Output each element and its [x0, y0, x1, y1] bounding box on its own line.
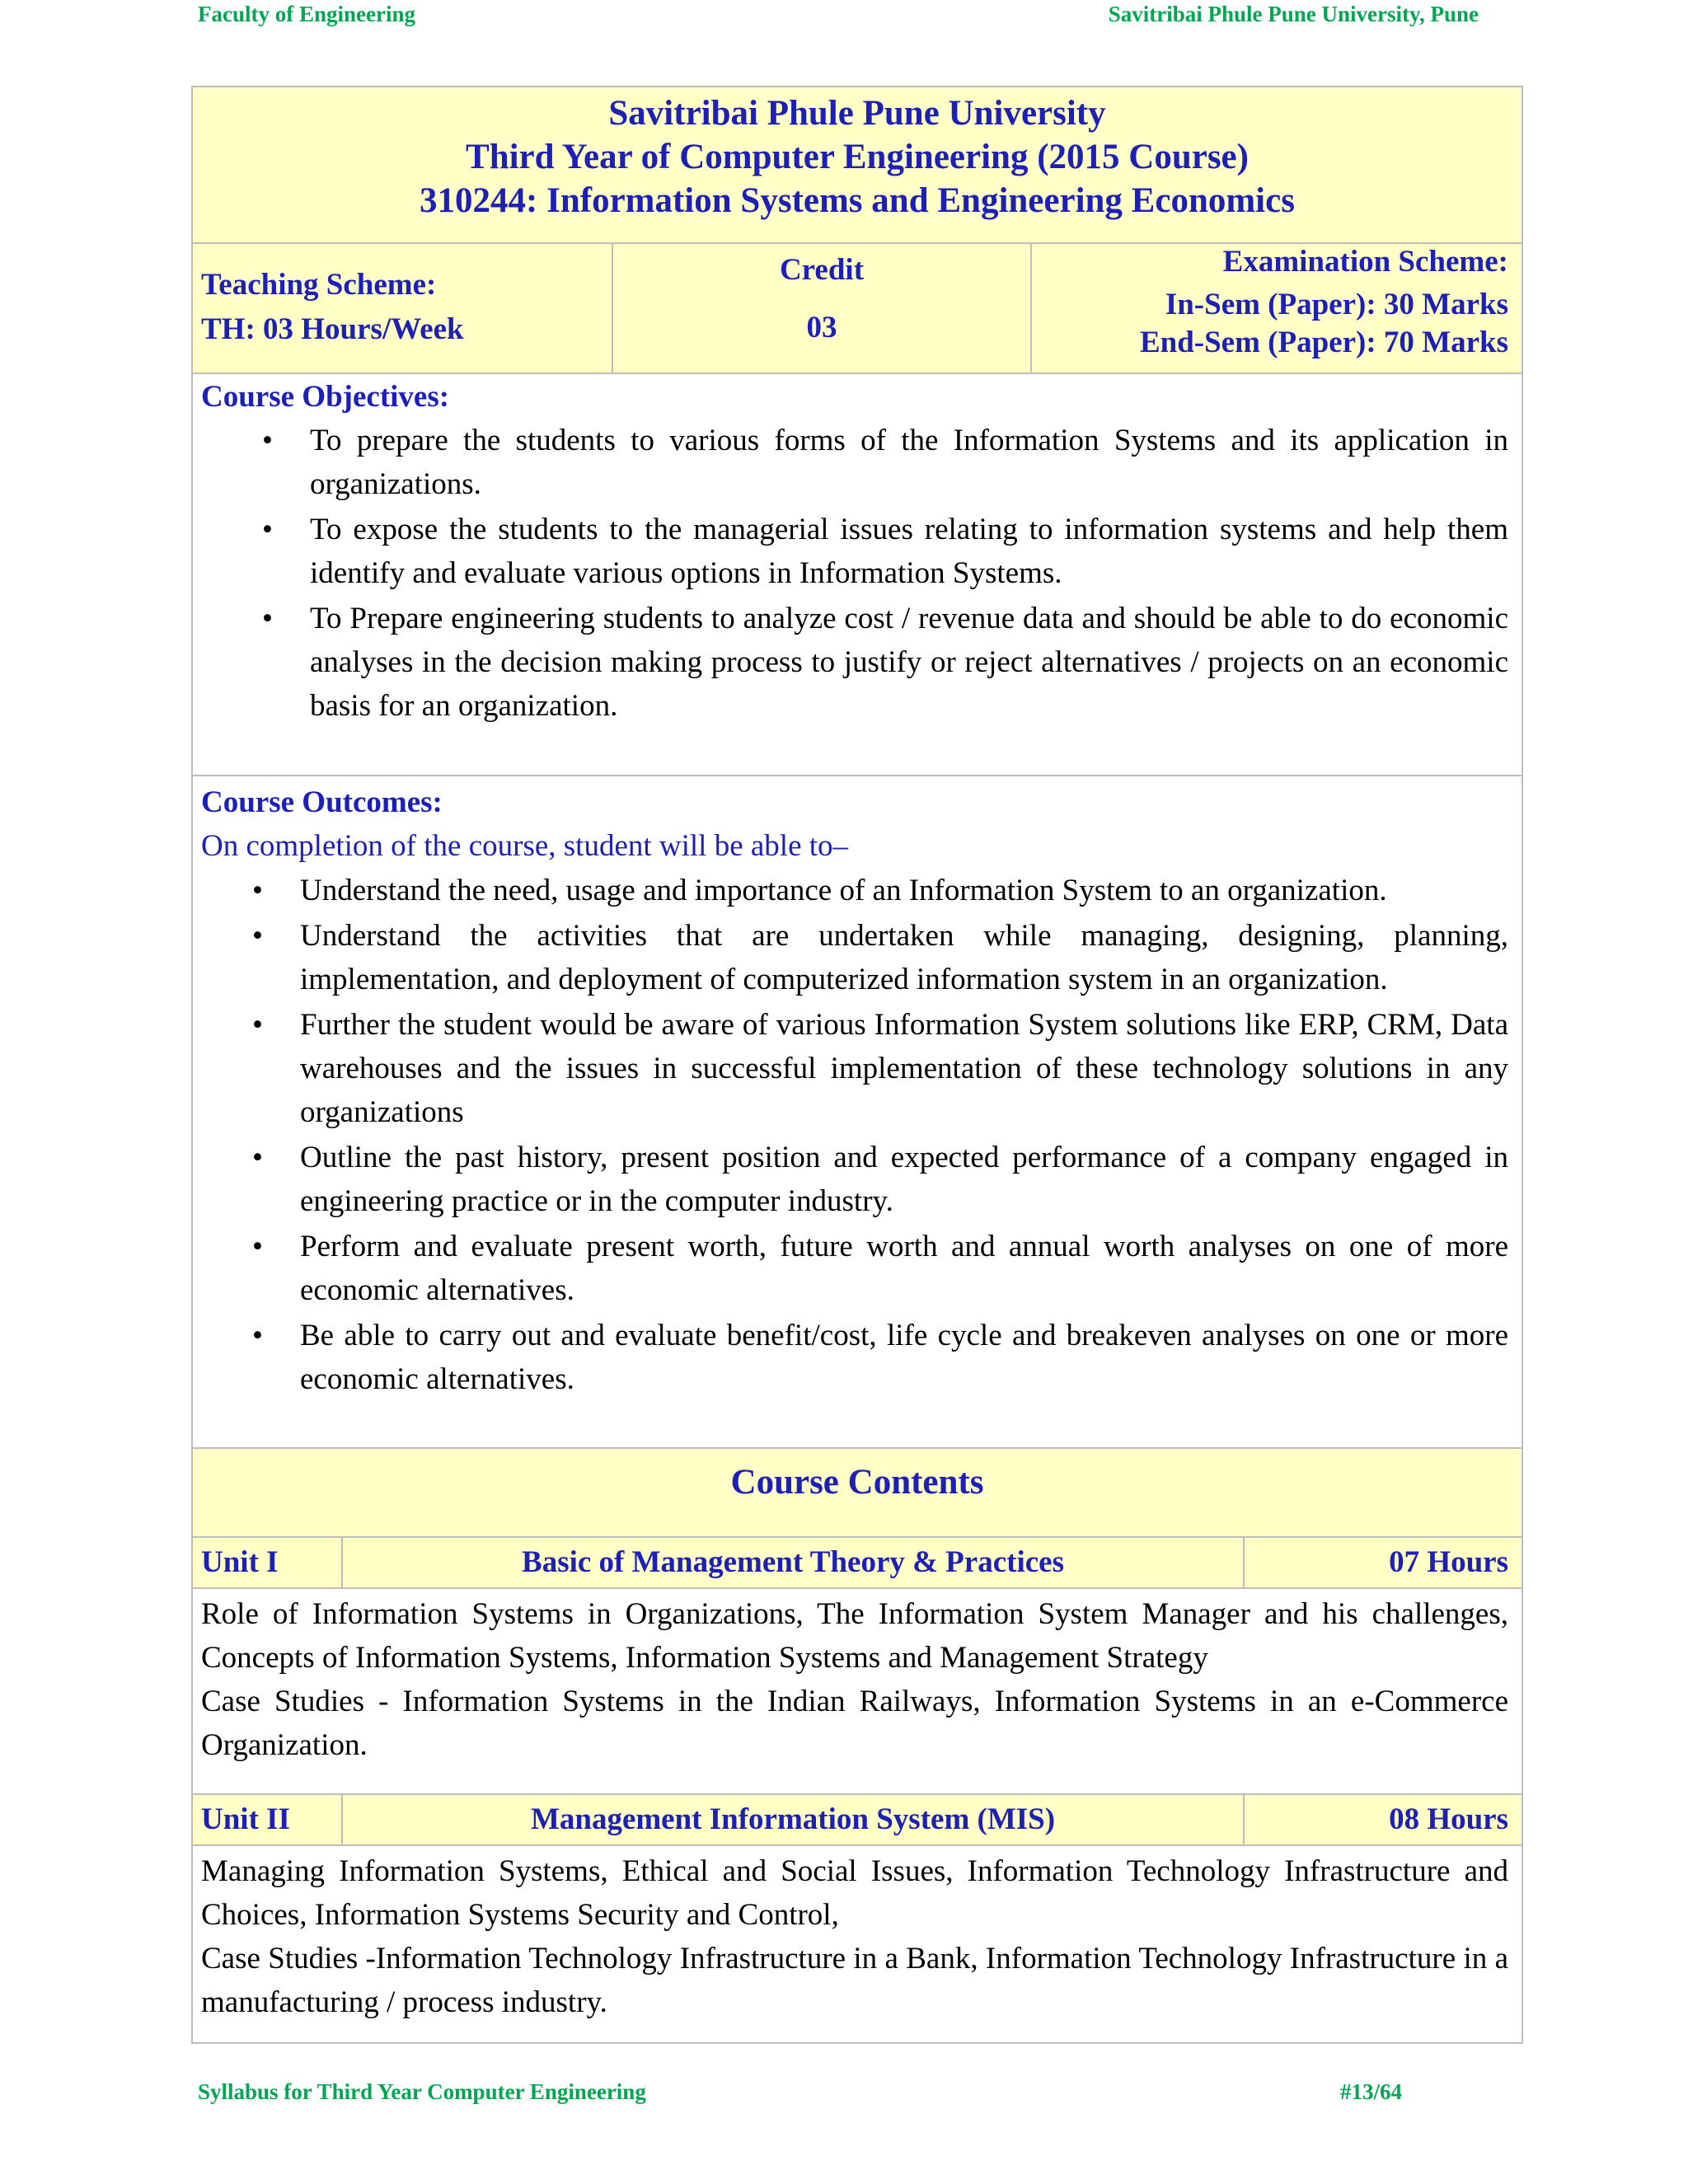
objective-item: • To expose the students to the managerial issues relating to information systems and help them identify and evaluate various options in Information Systems. [201, 508, 1508, 595]
syllabus-table [191, 86, 1523, 2044]
examination-scheme-label: Examination Scheme: [1222, 245, 1508, 279]
outcomes-list [201, 869, 1508, 1401]
page-footer-left: Syllabus for Third Year Computer Engineering [198, 2079, 646, 2104]
unit-case-studies: Case Studies - Information Systems in the Indian Railways, Information Systems in an e-Commerce Organization. [201, 1685, 1508, 1762]
page-number: #13/64 [1340, 2079, 1403, 2104]
unit-number: Unit I [193, 1538, 343, 1587]
credit-label: Credit [779, 253, 865, 287]
objectives-list [201, 419, 1508, 728]
unit-title: Management Information System (MIS) [343, 1795, 1245, 1844]
unit-body [193, 1589, 1522, 1795]
unit-header-row [193, 1538, 1522, 1589]
credit-cell [613, 244, 1032, 373]
scheme-row [193, 244, 1522, 374]
course-outcomes-section [193, 776, 1522, 1449]
page-header-left: Faculty of Engineering [198, 2, 415, 26]
teaching-scheme-cell [193, 244, 613, 373]
program-title: Third Year of Computer Engineering (2015 Course) [466, 138, 1249, 176]
unit-title: Basic of Management Theory & Practices [343, 1538, 1245, 1587]
insem-marks: In-Sem (Paper): 30 Marks [1165, 288, 1508, 321]
outcome-item: • Be able to carry out and evaluate benefit/cost, life cycle and breakeven analyses on one or more economic alternatives. [201, 1314, 1508, 1401]
unit-hours: 08 Hours [1389, 1802, 1508, 1836]
unit-topics: Managing Information Systems, Ethical and Social Issues, Information Technology Infrastructure and Choices, Information Systems Security and Control, [201, 1854, 1508, 1932]
outcome-item: • Understand the activities that are undertaken while managing, designing, planning, implementation, and deployment of computerized information system in an organization. [201, 914, 1508, 1001]
unit-header-row [193, 1795, 1522, 1846]
examination-scheme-cell [1032, 244, 1522, 373]
teaching-scheme-label: Teaching Scheme: [201, 268, 437, 302]
course-objectives-title: Course Objectives: [201, 380, 450, 414]
outcome-item: • Further the student would be aware of various Information System solutions like ERP, CRM, Data warehouses and the issues in successful implementation of these technology solutions in any organizations [201, 1003, 1508, 1134]
outcome-item: • Understand the need, usage and importance of an Information System to an organization. [201, 869, 1508, 912]
title-block [193, 87, 1522, 244]
teaching-scheme-value: TH: 03 Hours/Week [201, 312, 464, 346]
unit-number: Unit II [193, 1795, 343, 1844]
course-objectives-section [193, 374, 1522, 776]
course-title: 310244: Information Systems and Engineering Economics [420, 181, 1295, 220]
university-title: Savitribai Phule Pune University [608, 94, 1106, 133]
endsem-marks: End-Sem (Paper): 70 Marks [1139, 326, 1508, 359]
unit-hours: 07 Hours [1389, 1545, 1508, 1579]
course-outcomes-subtitle: On completion of the course, student will be able to– [201, 829, 849, 863]
course-contents-title: Course Contents [193, 1449, 1522, 1538]
course-outcomes-title: Course Outcomes: [201, 785, 443, 819]
credit-value: 03 [806, 311, 837, 344]
unit-topics: Role of Information Systems in Organizations, The Information System Manager and his challenges, Concepts of Information Systems, Information Systems and Management Strategy [201, 1597, 1508, 1675]
objective-item: • To prepare the students to various forms of the Information Systems and its application in organizations. [201, 419, 1508, 506]
outcome-item: • Outline the past history, present position and expected performance of a company engaged in engineering practice or in the computer industry. [201, 1136, 1508, 1223]
unit-body [193, 1846, 1522, 2042]
page-header-right: Savitribai Phule Pune University, Pune [1108, 2, 1479, 26]
unit-case-studies: Case Studies -Information Technology Infrastructure in a Bank, Information Technology Infrastructure in a manufacturing / process industry. [201, 1942, 1508, 2019]
outcome-item: • Perform and evaluate present worth, future worth and annual worth analyses on one of more economic alternatives. [201, 1225, 1508, 1312]
objective-item: • To Prepare engineering students to analyze cost / revenue data and should be able to do economic analyses in the decision making process to justify or reject alternatives / projects on an economic basis for an organization. [201, 597, 1508, 728]
